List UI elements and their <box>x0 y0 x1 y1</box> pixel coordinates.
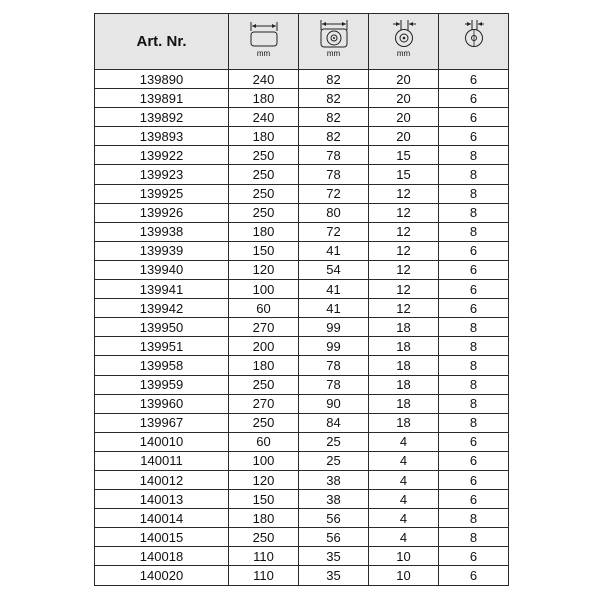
width-cell: 250 <box>229 165 299 184</box>
table-row <box>95 70 509 89</box>
width-unit: mm <box>256 49 271 58</box>
thickness-cell: 18 <box>369 356 439 375</box>
width-cell: 270 <box>229 318 299 337</box>
width-cell: 270 <box>229 394 299 413</box>
table-row <box>95 413 509 432</box>
table-body <box>95 70 509 586</box>
thickness-cell: 18 <box>369 337 439 356</box>
width-cell: 240 <box>229 108 299 127</box>
diameter-cell: 38 <box>299 470 369 489</box>
art-nr-cell: 139939 <box>95 241 229 260</box>
width-cell: 110 <box>229 547 299 566</box>
bore-cell: 8 <box>439 222 509 241</box>
bore-cell: 6 <box>439 89 509 108</box>
bore-cell: 8 <box>439 375 509 394</box>
thickness-cell: 18 <box>369 413 439 432</box>
bore-cell: 8 <box>439 337 509 356</box>
table-row <box>95 184 509 203</box>
bore-cell: 8 <box>439 146 509 165</box>
bore-cell: 8 <box>439 509 509 528</box>
thickness-cell: 18 <box>369 375 439 394</box>
diameter-cell: 54 <box>299 260 369 279</box>
width-cell: 250 <box>229 203 299 222</box>
bore-cell: 6 <box>439 299 509 318</box>
thickness-cell: 20 <box>369 108 439 127</box>
art-nr-cell: 140018 <box>95 547 229 566</box>
thickness-cell: 12 <box>369 184 439 203</box>
table-row <box>95 108 509 127</box>
width-cell: 180 <box>229 127 299 146</box>
thickness-cell: 12 <box>369 203 439 222</box>
art-nr-cell: 139960 <box>95 394 229 413</box>
art-nr-cell: 139893 <box>95 127 229 146</box>
width-cell: 250 <box>229 528 299 547</box>
art-nr-cell: 140015 <box>95 528 229 547</box>
bore-cell: 8 <box>439 528 509 547</box>
diameter-cell: 78 <box>299 375 369 394</box>
width-cell: 250 <box>229 146 299 165</box>
art-nr-header: Art. Nr. <box>95 14 229 70</box>
width-cell: 100 <box>229 280 299 299</box>
art-nr-cell: 139890 <box>95 70 229 89</box>
table-row <box>95 509 509 528</box>
table-row <box>95 375 509 394</box>
thickness-cell: 18 <box>369 394 439 413</box>
diameter-cell: 25 <box>299 432 369 451</box>
table-row <box>95 356 509 375</box>
thickness-arrows-wheel-icon <box>384 18 424 48</box>
bore-arrows-wheel-icon <box>454 18 494 48</box>
thickness-cell: 4 <box>369 528 439 547</box>
art-nr-cell: 140014 <box>95 509 229 528</box>
thickness-cell: 10 <box>369 547 439 566</box>
bore-cell: 8 <box>439 318 509 337</box>
art-nr-cell: 140013 <box>95 490 229 509</box>
art-nr-cell: 140012 <box>95 470 229 489</box>
width-cell: 250 <box>229 375 299 394</box>
art-nr-cell: 139938 <box>95 222 229 241</box>
thickness-cell: 4 <box>369 490 439 509</box>
bore-cell: 6 <box>439 260 509 279</box>
diameter-cell: 82 <box>299 127 369 146</box>
thickness-cell: 12 <box>369 299 439 318</box>
thickness-cell: 18 <box>369 318 439 337</box>
art-nr-cell: 140020 <box>95 566 229 585</box>
thickness-cell: 10 <box>369 566 439 585</box>
art-nr-cell: 139923 <box>95 165 229 184</box>
thickness-cell: 12 <box>369 280 439 299</box>
bore-cell: 6 <box>439 451 509 470</box>
width-cell: 180 <box>229 89 299 108</box>
bore-cell: 6 <box>439 127 509 146</box>
art-nr-cell: 140011 <box>95 451 229 470</box>
table-row <box>95 127 509 146</box>
bore-cell: 8 <box>439 356 509 375</box>
table-row <box>95 299 509 318</box>
table-row <box>95 451 509 470</box>
diameter-cell: 82 <box>299 70 369 89</box>
bore-cell: 6 <box>439 241 509 260</box>
art-nr-cell: 139951 <box>95 337 229 356</box>
bore-cell: 8 <box>439 165 509 184</box>
bore-cell: 6 <box>439 108 509 127</box>
diameter-cell: 90 <box>299 394 369 413</box>
thickness-cell: 4 <box>369 451 439 470</box>
table-row <box>95 470 509 489</box>
art-nr-cell: 139892 <box>95 108 229 127</box>
width-cell: 180 <box>229 356 299 375</box>
width-cell: 150 <box>229 490 299 509</box>
art-nr-cell: 139959 <box>95 375 229 394</box>
table-row <box>95 394 509 413</box>
width-cell: 180 <box>229 222 299 241</box>
diameter-cell: 78 <box>299 356 369 375</box>
table-row <box>95 165 509 184</box>
table-row <box>95 280 509 299</box>
header-row <box>95 14 509 70</box>
table-row <box>95 528 509 547</box>
col-width-header <box>229 14 299 70</box>
width-cell: 150 <box>229 241 299 260</box>
bore-cell: 8 <box>439 184 509 203</box>
bore-cell: 6 <box>439 70 509 89</box>
col-bore-header <box>439 14 509 70</box>
table-row <box>95 547 509 566</box>
thickness-cell: 12 <box>369 241 439 260</box>
thickness-cell: 12 <box>369 222 439 241</box>
diameter-cell: 99 <box>299 318 369 337</box>
spec-table <box>94 13 509 586</box>
diameter-cell: 56 <box>299 528 369 547</box>
width-cell: 240 <box>229 70 299 89</box>
thickness-cell: 12 <box>369 260 439 279</box>
diameter-arrows-wheel-icon <box>315 18 353 48</box>
table-row <box>95 260 509 279</box>
diameter-cell: 78 <box>299 146 369 165</box>
diameter-cell: 72 <box>299 184 369 203</box>
col-thickness-header <box>369 14 439 70</box>
diameter-cell: 38 <box>299 490 369 509</box>
bore-cell: 6 <box>439 566 509 585</box>
table-row <box>95 241 509 260</box>
diameter-cell: 82 <box>299 108 369 127</box>
thickness-cell: 20 <box>369 89 439 108</box>
table-row <box>95 203 509 222</box>
thickness-cell: 15 <box>369 146 439 165</box>
thickness-cell: 20 <box>369 70 439 89</box>
thickness-unit: mm <box>396 49 411 58</box>
diameter-cell: 41 <box>299 299 369 318</box>
thickness-cell: 20 <box>369 127 439 146</box>
diameter-cell: 56 <box>299 509 369 528</box>
width-cell: 100 <box>229 451 299 470</box>
diameter-cell: 84 <box>299 413 369 432</box>
diameter-cell: 78 <box>299 165 369 184</box>
diameter-cell: 99 <box>299 337 369 356</box>
width-arrows-rectangle-icon <box>245 18 283 48</box>
art-nr-cell: 139967 <box>95 413 229 432</box>
art-nr-cell: 139950 <box>95 318 229 337</box>
width-cell: 200 <box>229 337 299 356</box>
art-nr-cell: 139925 <box>95 184 229 203</box>
width-cell: 120 <box>229 260 299 279</box>
diameter-unit: mm <box>326 49 341 58</box>
bore-cell: 8 <box>439 394 509 413</box>
diameter-cell: 41 <box>299 241 369 260</box>
bore-cell: 6 <box>439 470 509 489</box>
diameter-cell: 35 <box>299 547 369 566</box>
width-cell: 60 <box>229 299 299 318</box>
bore-cell: 8 <box>439 203 509 222</box>
bore-cell: 6 <box>439 490 509 509</box>
table-row <box>95 89 509 108</box>
width-cell: 110 <box>229 566 299 585</box>
bore-cell: 8 <box>439 413 509 432</box>
thickness-cell: 4 <box>369 432 439 451</box>
table-row <box>95 222 509 241</box>
art-nr-cell: 139942 <box>95 299 229 318</box>
bore-cell: 6 <box>439 432 509 451</box>
diameter-cell: 25 <box>299 451 369 470</box>
diameter-cell: 72 <box>299 222 369 241</box>
diameter-cell: 41 <box>299 280 369 299</box>
art-nr-cell: 139926 <box>95 203 229 222</box>
width-cell: 120 <box>229 470 299 489</box>
art-nr-cell: 140010 <box>95 432 229 451</box>
table-row <box>95 566 509 585</box>
width-cell: 250 <box>229 184 299 203</box>
art-nr-cell: 139922 <box>95 146 229 165</box>
table-row <box>95 318 509 337</box>
thickness-cell: 4 <box>369 470 439 489</box>
table-row <box>95 146 509 165</box>
table-row <box>95 490 509 509</box>
thickness-cell: 15 <box>369 165 439 184</box>
table-row <box>95 432 509 451</box>
art-nr-cell: 139958 <box>95 356 229 375</box>
col-diameter-header <box>299 14 369 70</box>
width-cell: 180 <box>229 509 299 528</box>
bore-cell: 6 <box>439 280 509 299</box>
thickness-cell: 4 <box>369 509 439 528</box>
bore-cell: 6 <box>439 547 509 566</box>
art-nr-cell: 139940 <box>95 260 229 279</box>
art-nr-cell: 139891 <box>95 89 229 108</box>
diameter-cell: 35 <box>299 566 369 585</box>
width-cell: 250 <box>229 413 299 432</box>
table-row <box>95 337 509 356</box>
diameter-cell: 82 <box>299 89 369 108</box>
width-cell: 60 <box>229 432 299 451</box>
diameter-cell: 80 <box>299 203 369 222</box>
art-nr-cell: 139941 <box>95 280 229 299</box>
